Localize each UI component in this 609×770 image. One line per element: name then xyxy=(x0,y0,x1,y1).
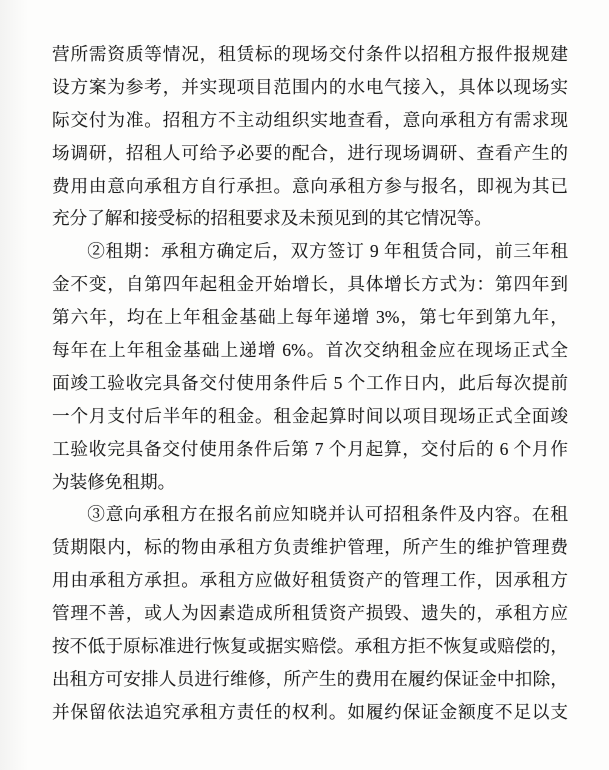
text-line: 际交付为准。招租方不主动组织实地查看，意向承租方有需求现 xyxy=(52,109,568,130)
text-line: 费用由意向承租方自行承担。意向承租方参与报名，即视为其已 xyxy=(52,175,568,196)
text-line: 金不变，自第四年起租金开始增长，具体增长方式为：第四年到 xyxy=(52,274,568,295)
text-line: 每年在上年租金基础上递增 6%。首次交纳租金应在现场正式全 xyxy=(52,340,568,361)
text-line: 场调研，招租人可给予必要的配合，进行现场调研、查看产生的 xyxy=(52,142,568,163)
text-line: 工验收完具备交付使用条件后第 7 个月起算，交付后的 6 个月作 xyxy=(52,438,568,459)
text-line: 按不低于原标准进行恢复或据实赔偿。承租方拒不恢复或赔偿的， xyxy=(52,636,568,657)
text-line: 面竣工验收完具备交付使用条件后 5 个工作日内，此后每次提前 xyxy=(52,372,568,393)
text-line: 出租方可安排人员进行维修，所产生的费用在履约保证金中扣除， xyxy=(52,668,568,689)
text-line: 一个月支付后半年的租金。租金起算时间以项目现场正式全面竣 xyxy=(52,405,568,426)
text-line: 充分了解和接受标的招租要求及未预见到的其它情况等。 xyxy=(52,208,492,229)
document-text xyxy=(52,38,568,729)
text-line: 用由承租方承担。承租方应做好租赁资产的管理工作，因承租方 xyxy=(52,570,568,591)
text-line: 赁期限内，标的物由承租方负责维护管理，所产生的维护管理费 xyxy=(52,537,568,558)
paragraph-3-tenant-obligations xyxy=(52,498,568,728)
paragraph-continuation xyxy=(52,38,568,235)
text-line: 为装修免租期。 xyxy=(52,471,176,492)
text-line: 第六年，均在上年租金基础上每年递增 3%，第七年到第九年， xyxy=(52,307,568,328)
text-line: 营所需资质等情况，租赁标的现场交付条件以招租方报件报规建 xyxy=(52,44,568,64)
text-line: 设方案为参考，并实现项目范围内的水电气接入，具体以现场实 xyxy=(52,76,568,97)
text-line: 管理不善，或人为因素造成所租赁资产损毁、遗失的，承租方应 xyxy=(52,603,568,624)
paragraph-2-lease-term xyxy=(52,235,568,498)
text-line: 并保留依法追究承租方责任的权利。如履约保证金额度不足以支 xyxy=(52,701,568,722)
text-line: ③意向承租方在报名前应知晓并认可招租条件及内容。在租 xyxy=(87,504,568,525)
text-line: ②租期：承租方确定后，双方签订 9 年租赁合同，前三年租 xyxy=(87,241,568,262)
scan-edge-shading xyxy=(0,0,28,770)
